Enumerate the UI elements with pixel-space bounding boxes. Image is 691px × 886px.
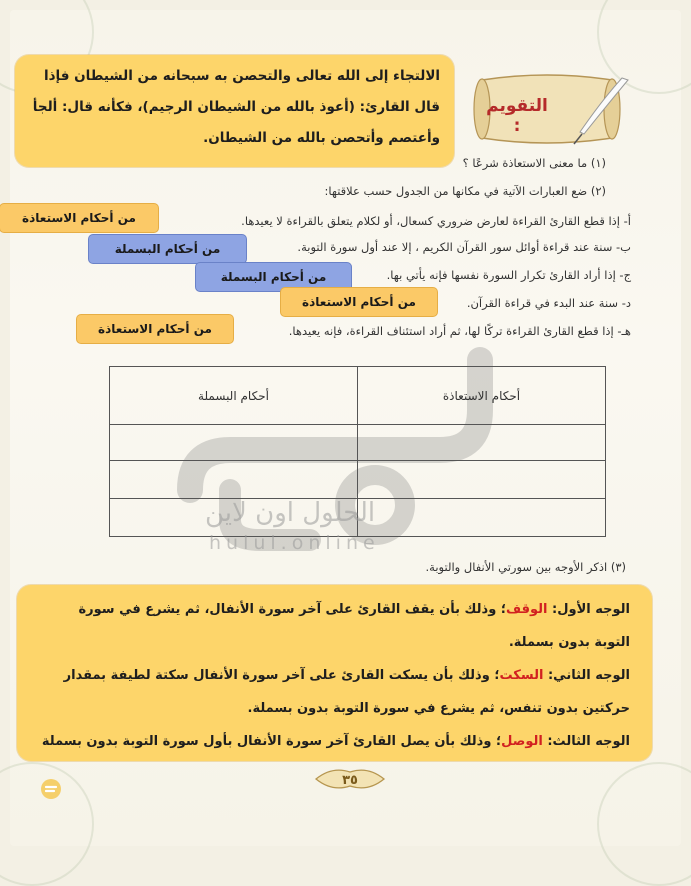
page-number: ٣٥ — [342, 773, 358, 788]
tag-basmala-b[interactable]: من أحكام البسملة — [89, 235, 246, 263]
table-cell[interactable] — [110, 425, 358, 461]
item-b: ب- سنة عند قراءة أوائل سور القرآن الكريم ، إلا عند أول سورة التوبة. — [297, 240, 631, 254]
table-cell[interactable] — [358, 499, 606, 537]
item-a: أ- إذا قطع القارئ القراءة لعارض ضروري كسعال، أو لكلام يتعلق بالقراءة لا يعيدها. — [241, 214, 631, 228]
section-title: التقويم : — [486, 96, 548, 136]
definition-text: الالتجاء إلى الله تعالى والتحصن به سبحانه من الشيطان فإذا قال القارئ: (أعوذ بالله من الشيطان الرجيم)، فكأنه قال: ألجأ وأعتصم وأتحصن بالله من الشيطان. — [32, 68, 440, 146]
item-d: د- سنة عند البدء في قراءة القرآن. — [466, 296, 631, 310]
tag-istiaadha-e[interactable]: من أحكام الاستعاذة — [77, 315, 233, 343]
table-cell[interactable] — [358, 461, 606, 499]
watermark-text-arabic: الحلول اون لاين — [205, 498, 376, 528]
question-3: (٣) اذكر الأوجه بين سورتي الأنفال والتوبة. — [425, 560, 626, 574]
page-number-ornament — [312, 764, 388, 794]
table-header-istiaadha: أحكام الاستعاذة — [358, 367, 606, 425]
corner-logo-icon — [40, 778, 62, 800]
question-2: (٢) ضع العبارات الآتية في مكانها من الجدول حسب علاقتها: — [324, 184, 606, 198]
question-1: (١) ما معنى الاستعاذة شرعًا ؟ — [462, 156, 606, 170]
table-cell[interactable] — [358, 425, 606, 461]
answer-box-definition — [15, 55, 454, 167]
answer-first-way: الوجه الأول: الوقف؛ وذلك بأن يقف القارئ على آخر سورة الأنفال، ثم يشرع في سورة التوبة بدون بسملة. — [78, 602, 630, 650]
tag-basmala-c[interactable]: من أحكام البسملة — [196, 263, 351, 291]
answer-second-way: الوجه الثاني: السكت؛ وذلك بأن يسكت القارئ على آخر سورة الأنفال سكتة لطيفة بمقدار حركتين بدون تنفس، ثم يشرع في سورة التوبة بدون بسملة. — [63, 668, 630, 716]
table-header-basmala: أحكام البسملة — [110, 367, 358, 425]
tag-istiaadha-a[interactable]: من أحكام الاستعاذة — [0, 204, 158, 232]
watermark-text-latin: hulul.online — [209, 532, 380, 554]
item-e: هـ- إذا قطع القارئ القراءة تركًا لها، ثم أراد استئناف القراءة، فإنه يعيدها. — [288, 324, 631, 338]
tag-istiaadha-d[interactable]: من أحكام الاستعاذة — [281, 288, 437, 316]
corner-ornament — [597, 762, 691, 886]
table-cell[interactable] — [110, 461, 358, 499]
answer-third-way: الوجه الثالث: الوصل؛ وذلك بأن يصل القارئ آخر سورة الأنفال بأول سورة التوبة بدون بسملة — [41, 734, 630, 749]
answer-box-aujuh — [17, 585, 652, 761]
item-c: ج- إذا أراد القارئ تكرار السورة نفسها فإنه يأتي بها. — [386, 268, 631, 282]
